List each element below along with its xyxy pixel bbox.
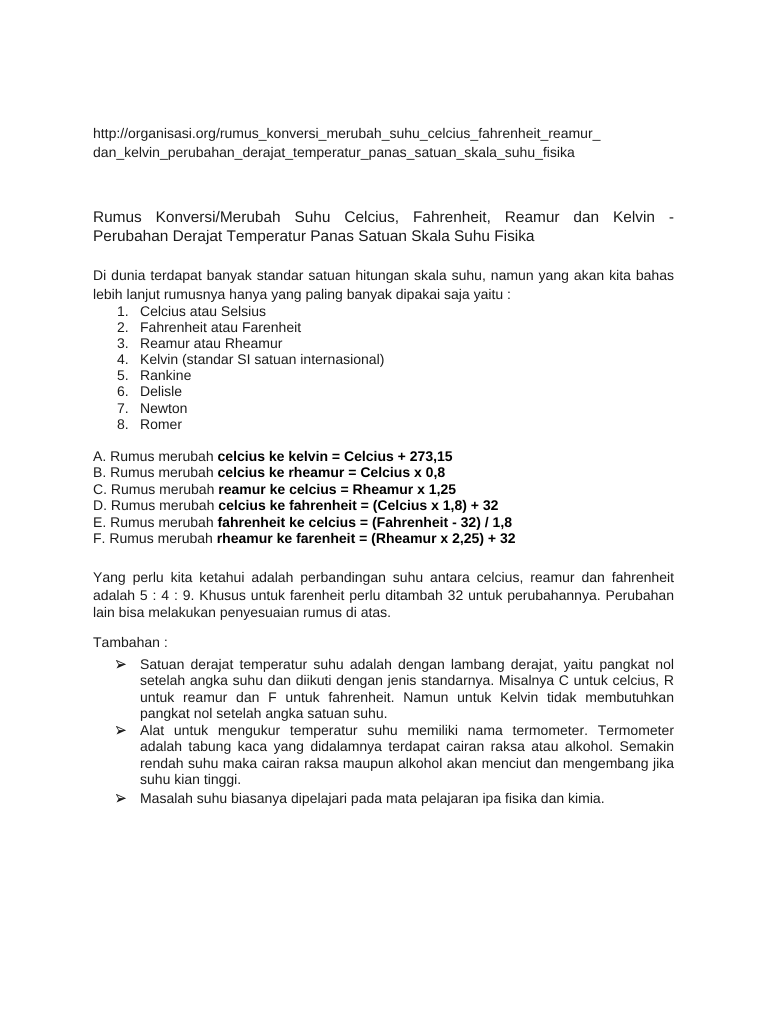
intro-line: lebih lanjut rumusnya hanya yang paling banyak dipakai saja yaitu : <box>93 286 511 302</box>
formula-prefix: Rumus merubah <box>110 513 214 530</box>
additional-notes-list <box>140 656 674 807</box>
formula-prefix: Rumus merubah <box>110 448 214 464</box>
list-item-label: Romer <box>140 415 183 432</box>
note-item <box>140 656 674 721</box>
paragraph-line: adalah 5 : 4 : 9. Khusus untuk farenheit perlu ditambah 32 untuk perubahannya. Perubahan <box>93 586 674 603</box>
paragraph-line: Yang perlu kita ketahui adalah perbandingan suhu antara celcius, reamur dan fahrenheit <box>93 569 674 585</box>
formula-letter: A. <box>93 448 107 464</box>
note-item <box>140 722 674 787</box>
scale-list-item <box>93 319 384 335</box>
list-item-label: Rankine <box>140 367 192 384</box>
formula-letter: B. <box>93 464 107 481</box>
note-line: pangkat nol setelah angka satuan suhu. <box>140 704 388 721</box>
note-item <box>140 790 674 806</box>
list-number: 5. <box>117 367 129 384</box>
conversion-formula-list <box>93 448 516 546</box>
formula-expression: reamur ke celcius = Rheamur x 1,25 <box>218 480 457 497</box>
title-line: Rumus Konversi/Merubah Suhu Celcius, Fahrenheit, Reamur dan Kelvin - <box>93 209 674 226</box>
note-text <box>140 656 674 721</box>
formula-prefix: Rumus merubah <box>109 529 213 546</box>
formula-line <box>93 514 516 530</box>
paragraph-line: lain bisa melakukan penyesuaian rumus di atas. <box>93 604 392 620</box>
intro-paragraph <box>93 266 674 304</box>
list-number: 4. <box>117 351 129 368</box>
note-line: Masalah suhu biasanya dipelajari pada mata pelajaran ipa fisika dan kimia. <box>140 790 605 807</box>
formula-letter: E. <box>93 513 107 530</box>
formula-prefix: Rumus merubah <box>110 464 214 481</box>
note-line: Alat untuk mengukur temperatur suhu memiliki nama termometer. Termometer <box>140 722 674 739</box>
formula-expression: celcius ke rheamur = Celcius x 0,8 <box>217 464 446 481</box>
list-number: 2. <box>117 319 129 336</box>
list-number: 1. <box>117 303 129 319</box>
formula-expression: rheamur ke farenheit = (Rheamur x 2,25) + 32 <box>216 529 516 546</box>
note-line: setelah angka suhu dan diikuti dengan jenis standarnya. Misalnya C untuk celcius, R <box>140 672 674 689</box>
list-item-label: Kelvin (standar SI satuan internasional) <box>140 351 385 368</box>
source-url <box>93 124 600 162</box>
intro-line: Di dunia terdapat banyak standar satuan hitungan skala suhu, namun yang akan kita bahas <box>93 267 674 283</box>
scale-list-item <box>93 400 384 416</box>
title-line: Perubahan Derajat Temperatur Panas Satuan Skala Suhu Fisika <box>93 228 535 245</box>
formula-line <box>93 464 516 480</box>
note-text <box>140 722 674 787</box>
formula-prefix: Rumus merubah <box>110 497 215 514</box>
ratio-paragraph <box>93 569 674 622</box>
document-title <box>93 208 674 246</box>
note-line: rendah suhu maka cairan raksa maupun alkohol akan menciut dan mengembang jika <box>140 754 674 771</box>
scale-list-item <box>93 367 384 383</box>
note-line: suhu kian tinggi. <box>140 771 242 788</box>
formula-line <box>93 530 516 546</box>
list-number: 7. <box>117 399 129 416</box>
note-line: adalah tabung kaca yang didalamnya terdapat cairan raksa atau alkohol. Semakin <box>140 738 674 755</box>
formula-line <box>93 497 516 513</box>
list-item-label: Celcius atau Selsius <box>140 303 267 319</box>
scale-list-item <box>93 416 384 432</box>
arrowhead-bullet-icon <box>116 660 126 669</box>
list-item-label: Fahrenheit atau Farenheit <box>140 319 302 336</box>
scale-list-item <box>93 383 384 399</box>
list-item-label: Delisle <box>140 383 183 400</box>
formula-expression: celcius ke fahrenheit = (Celcius x 1,8) + 32 <box>218 497 499 514</box>
arrowhead-bullet-icon <box>116 726 126 735</box>
formula-letter: D. <box>93 497 107 514</box>
formula-prefix: Rumus merubah <box>110 480 215 497</box>
scale-list-item <box>93 351 384 367</box>
formula-expression: fahrenheit ke celcius = (Fahrenheit - 32) / 1,8 <box>217 513 513 530</box>
list-number: 6. <box>117 383 129 400</box>
note-line: untuk reamur dan F untuk fahrenheit. Namun untuk Kelvin tidak membutuhkan <box>140 688 674 705</box>
formula-line <box>93 448 516 464</box>
list-item-label: Newton <box>140 399 188 416</box>
scale-list-item <box>93 303 384 319</box>
formula-line <box>93 481 516 497</box>
note-line: Satuan derajat temperatur suhu adalah dengan lambang derajat, yaitu pangkat nol <box>140 656 674 672</box>
additional-notes-heading: Tambahan : <box>93 634 168 650</box>
formula-letter: C. <box>93 480 107 497</box>
list-number: 8. <box>117 415 129 432</box>
source-url-line: dan_kelvin_perubahan_derajat_temperatur_panas_satuan_skala_suhu_fisika <box>93 144 575 160</box>
formula-letter: F. <box>93 529 106 546</box>
list-number: 3. <box>117 335 129 352</box>
source-url-line: http://organisasi.org/rumus_konversi_merubah_suhu_celcius_fahrenheit_reamur_ <box>93 125 601 141</box>
formula-expression: celcius ke kelvin = Celcius + 273,15 <box>217 448 453 464</box>
arrowhead-bullet-icon <box>116 794 126 803</box>
note-text <box>140 790 674 806</box>
scale-list-item <box>93 335 384 351</box>
temperature-scale-list <box>93 303 384 432</box>
list-item-label: Reamur atau Rheamur <box>140 335 283 352</box>
